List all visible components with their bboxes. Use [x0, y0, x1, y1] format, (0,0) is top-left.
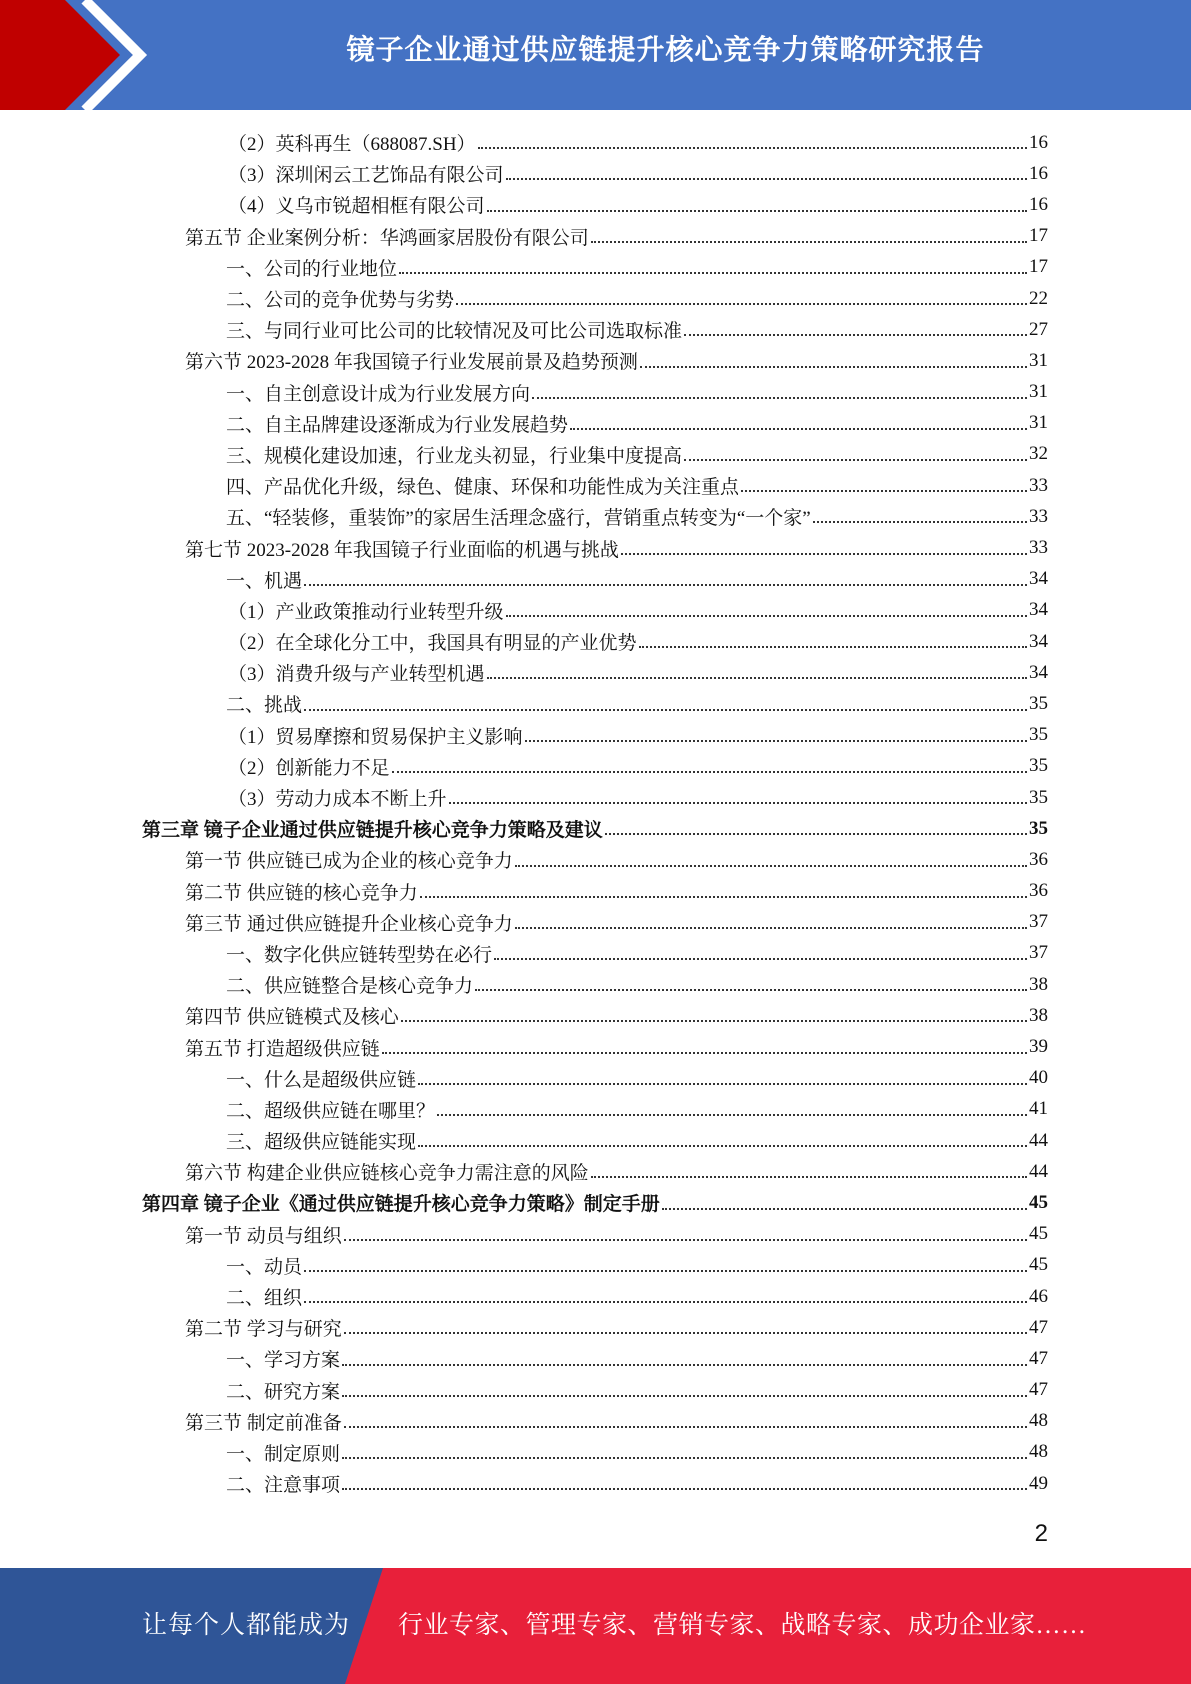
toc-entry-label: 第二节 学习与研究 — [185, 1319, 342, 1341]
toc-entry[interactable] — [0, 532, 1191, 563]
toc-dot-leader — [304, 1269, 1027, 1272]
toc-entry-page: 41 — [1029, 1098, 1048, 1120]
toc-entry-label: 一、制定原则 — [226, 1443, 341, 1465]
toc-entry-label: 三、与同行业可比公司的比较情况及可比公司选取标准 — [226, 321, 683, 343]
toc-dot-leader — [420, 895, 1027, 898]
toc-dot-leader — [639, 645, 1027, 648]
toc-entry[interactable] — [0, 1468, 1191, 1499]
toc-entry-page: 49 — [1029, 1472, 1048, 1494]
toc-entry-label: 二、挑战 — [226, 695, 303, 717]
toc-entry[interactable] — [0, 1187, 1191, 1218]
toc-entry-page: 16 — [1029, 131, 1048, 153]
toc-dot-leader — [304, 1300, 1027, 1303]
toc-entry-label: 一、什么是超级供应链 — [226, 1069, 417, 1091]
toc-dot-leader — [344, 1331, 1027, 1334]
toc-entry[interactable] — [0, 782, 1191, 813]
toc-dot-leader — [591, 1175, 1027, 1178]
toc-entry-page: 34 — [1029, 568, 1048, 590]
toc-entry[interactable] — [0, 844, 1191, 875]
toc-dot-leader — [456, 302, 1027, 305]
toc-dot-leader — [813, 520, 1027, 523]
header-arrow-decoration — [0, 0, 160, 110]
toc-entry-label: （2）在全球化分工中，我国具有明显的产业优势 — [228, 633, 637, 655]
toc-dot-leader — [342, 1456, 1027, 1459]
toc-entry-page: 16 — [1029, 193, 1048, 215]
toc-dot-leader — [525, 739, 1027, 742]
toc-entry[interactable] — [0, 1281, 1191, 1312]
toc-entry-label: 一、公司的行业地位 — [226, 258, 398, 280]
toc-entry-page: 35 — [1029, 755, 1048, 777]
toc-entry-label: 一、学习方案 — [226, 1350, 341, 1372]
toc-entry[interactable] — [0, 252, 1191, 283]
toc-entry[interactable] — [0, 751, 1191, 782]
toc-entry-label: （3）劳动力成本不断上升 — [228, 789, 447, 811]
toc-entry-label: （1）贸易摩擦和贸易保护主义影响 — [228, 726, 523, 748]
toc-entry-label: 二、公司的竞争优势与劣势 — [226, 290, 455, 312]
toc-entry[interactable] — [0, 1250, 1191, 1281]
toc-entry-label: 一、机遇 — [226, 570, 303, 592]
report-title: 镜子企业通过供应链提升核心竞争力策略研究报告 — [346, 33, 985, 66]
toc-entry-page: 45 — [1029, 1191, 1048, 1213]
toc-entry-page: 35 — [1029, 692, 1048, 714]
toc-entry-label: 第三节 通过供应链提升企业核心竞争力 — [185, 913, 513, 935]
toc-entry[interactable] — [0, 1375, 1191, 1406]
toc-entry-page: 31 — [1029, 349, 1048, 371]
toc-entry[interactable] — [0, 688, 1191, 719]
toc-dot-leader — [342, 1394, 1027, 1397]
table-of-contents — [0, 127, 1191, 1499]
toc-entry[interactable] — [0, 158, 1191, 189]
toc-entry[interactable] — [0, 813, 1191, 844]
toc-entry-label: 一、数字化供应链转型势在必行 — [226, 944, 493, 966]
toc-entry-label: 第四节 供应链模式及核心 — [185, 1007, 399, 1029]
toc-dot-leader — [494, 957, 1027, 960]
page-header — [0, 0, 1191, 110]
toc-entry-page: 37 — [1029, 911, 1048, 933]
toc-entry-page: 47 — [1029, 1316, 1048, 1338]
toc-entry-label: 二、研究方案 — [226, 1381, 341, 1403]
toc-dot-leader — [399, 271, 1027, 274]
toc-entry-page: 27 — [1029, 318, 1048, 340]
toc-entry-page: 33 — [1029, 537, 1048, 559]
toc-entry-label: 一、动员 — [226, 1256, 303, 1278]
toc-entry-label: 第五节 企业案例分析：华鸿画家居股份有限公司 — [185, 227, 589, 249]
toc-entry-label: 二、超级供应链在哪里？ — [226, 1100, 436, 1122]
toc-entry-page: 17 — [1029, 225, 1048, 247]
toc-entry[interactable] — [0, 1094, 1191, 1125]
toc-entry[interactable] — [0, 564, 1191, 595]
toc-dot-leader — [449, 801, 1027, 804]
toc-dot-leader — [515, 926, 1027, 929]
toc-entry-page: 33 — [1029, 505, 1048, 527]
toc-entry-page: 45 — [1029, 1223, 1048, 1245]
toc-entry-label: 第一节 动员与组织 — [185, 1225, 342, 1247]
toc-entry-page: 34 — [1029, 661, 1048, 683]
toc-entry[interactable] — [0, 1000, 1191, 1031]
toc-entry-label: 四、产品优化升级，绿色、健康、环保和功能性成为关注重点 — [226, 477, 740, 499]
toc-entry[interactable] — [0, 314, 1191, 345]
toc-entry-label: 二、自主品牌建设逐渐成为行业发展趋势 — [226, 414, 569, 436]
toc-entry[interactable] — [0, 1406, 1191, 1437]
toc-entry-label: 第六节 构建企业供应链核心竞争力需注意的风险 — [185, 1163, 589, 1185]
toc-entry-label: 第一节 供应链已成为企业的核心竞争力 — [185, 851, 513, 873]
toc-entry-page: 35 — [1029, 724, 1048, 746]
toc-entry[interactable] — [0, 1219, 1191, 1250]
toc-entry-page: 36 — [1029, 848, 1048, 870]
toc-dot-leader — [344, 1425, 1027, 1428]
toc-entry[interactable] — [0, 283, 1191, 314]
toc-entry-label: 第三节 制定前准备 — [185, 1412, 342, 1434]
toc-entry[interactable] — [0, 127, 1191, 158]
toc-entry[interactable] — [0, 1156, 1191, 1187]
toc-entry[interactable] — [0, 907, 1191, 938]
toc-dot-leader — [304, 583, 1027, 586]
toc-entry-page: 34 — [1029, 599, 1048, 621]
toc-dot-leader — [532, 396, 1027, 399]
toc-dot-leader — [382, 1051, 1027, 1054]
toc-entry-label: 三、规模化建设加速，行业龙头初显，行业集中度提高 — [226, 445, 683, 467]
toc-dot-leader — [418, 1144, 1027, 1147]
page-footer — [0, 1568, 1191, 1684]
toc-entry-page: 37 — [1029, 942, 1048, 964]
toc-entry-page: 31 — [1029, 412, 1048, 434]
toc-entry[interactable] — [0, 938, 1191, 969]
toc-dot-leader — [621, 552, 1027, 555]
toc-entry[interactable] — [0, 720, 1191, 751]
toc-dot-leader — [487, 209, 1027, 212]
toc-dot-leader — [591, 240, 1027, 243]
toc-entry[interactable] — [0, 1125, 1191, 1156]
toc-entry[interactable] — [0, 501, 1191, 532]
toc-entry-label: 二、组织 — [226, 1288, 303, 1310]
toc-entry-label: 五、“轻装修，重装饰”的家居生活理念盛行，营销重点转变为“一个家” — [226, 508, 811, 530]
footer-slogan-left: 让每个人都能成为 — [142, 1612, 351, 1639]
toc-entry[interactable] — [0, 408, 1191, 439]
toc-entry[interactable] — [0, 969, 1191, 1000]
toc-entry[interactable] — [0, 1063, 1191, 1094]
toc-dot-leader — [487, 676, 1027, 679]
toc-entry-page: 48 — [1029, 1441, 1048, 1463]
toc-entry-page: 32 — [1029, 443, 1048, 465]
toc-entry[interactable] — [0, 595, 1191, 626]
toc-entry-page: 47 — [1029, 1379, 1048, 1401]
toc-entry-label: 二、供应链整合是核心竞争力 — [226, 976, 474, 998]
toc-dot-leader — [741, 489, 1027, 492]
toc-entry-label: 第四章 镜子企业《通过供应链提升核心竞争力策略》制定手册 — [142, 1194, 660, 1216]
toc-entry-page: 40 — [1029, 1067, 1048, 1089]
toc-entry[interactable] — [0, 377, 1191, 408]
toc-entry[interactable] — [0, 1437, 1191, 1468]
toc-entry-label: 第五节 打造超级供应链 — [185, 1038, 380, 1060]
toc-entry-page: 31 — [1029, 381, 1048, 403]
footer-slogan-right: 行业专家、管理专家、营销专家、战略专家、成功企业家…… — [398, 1612, 1087, 1639]
toc-entry[interactable] — [0, 221, 1191, 252]
toc-entry-page: 48 — [1029, 1410, 1048, 1432]
toc-entry-label: 第三章 镜子企业通过供应链提升核心竞争力策略及建议 — [142, 820, 603, 842]
toc-entry-page: 35 — [1029, 786, 1048, 808]
toc-entry-page: 45 — [1029, 1254, 1048, 1276]
toc-dot-leader — [401, 1019, 1027, 1022]
toc-entry-page: 17 — [1029, 256, 1048, 278]
toc-dot-leader — [684, 458, 1027, 461]
page-number: 2 — [1034, 1520, 1048, 1547]
toc-entry-label: （4）义乌市锐超相框有限公司 — [228, 196, 485, 218]
toc-entry[interactable] — [0, 439, 1191, 470]
toc-entry-page: 22 — [1029, 287, 1048, 309]
toc-entry-page: 33 — [1029, 474, 1048, 496]
toc-entry-label: 一、自主创意设计成为行业发展方向 — [226, 383, 531, 405]
toc-entry-page: 47 — [1029, 1347, 1048, 1369]
toc-dot-leader — [342, 1363, 1027, 1366]
toc-entry-page: 44 — [1029, 1160, 1048, 1182]
toc-entry-page: 35 — [1029, 817, 1048, 839]
toc-entry-label: 第七节 2023-2028 年我国镜子行业面临的机遇与挑战 — [185, 539, 619, 561]
toc-dot-leader — [392, 770, 1027, 773]
toc-entry-page: 38 — [1029, 973, 1048, 995]
toc-dot-leader — [304, 708, 1027, 711]
toc-dot-leader — [478, 146, 1027, 149]
toc-dot-leader — [515, 864, 1027, 867]
toc-dot-leader — [684, 333, 1027, 336]
toc-dot-leader — [418, 1082, 1027, 1085]
toc-entry-label: （3）深圳闲云工艺饰品有限公司 — [228, 165, 504, 187]
toc-entry-page: 39 — [1029, 1036, 1048, 1058]
toc-dot-leader — [437, 1113, 1027, 1116]
toc-entry-page: 16 — [1029, 162, 1048, 184]
toc-entry-page: 34 — [1029, 630, 1048, 652]
toc-entry-label: 二、注意事项 — [226, 1475, 341, 1497]
toc-dot-leader — [662, 1207, 1027, 1210]
toc-entry-label: （2）英科再生（688087.SH） — [228, 134, 476, 156]
toc-dot-leader — [640, 365, 1027, 368]
toc-entry[interactable] — [0, 1343, 1191, 1374]
toc-entry[interactable] — [0, 876, 1191, 907]
toc-dot-leader — [605, 832, 1027, 835]
toc-entry[interactable] — [0, 657, 1191, 688]
toc-entry[interactable] — [0, 1312, 1191, 1343]
toc-entry-label: 三、超级供应链能实现 — [226, 1132, 417, 1154]
toc-entry-label: （1）产业政策推动行业转型升级 — [228, 601, 504, 623]
toc-entry-page: 38 — [1029, 1004, 1048, 1026]
toc-entry-label: 第六节 2023-2028 年我国镜子行业发展前景及趋势预测 — [185, 352, 638, 374]
toc-entry[interactable] — [0, 1031, 1191, 1062]
toc-dot-leader — [475, 988, 1027, 991]
toc-dot-leader — [342, 1487, 1027, 1490]
toc-dot-leader — [344, 1238, 1027, 1241]
toc-entry[interactable] — [0, 345, 1191, 376]
toc-dot-leader — [570, 427, 1027, 430]
toc-entry[interactable] — [0, 626, 1191, 657]
toc-entry[interactable] — [0, 189, 1191, 220]
toc-dot-leader — [506, 177, 1027, 180]
toc-dot-leader — [506, 614, 1027, 617]
toc-entry[interactable] — [0, 470, 1191, 501]
toc-entry-label: 第二节 供应链的核心竞争力 — [185, 882, 418, 904]
toc-entry-page: 46 — [1029, 1285, 1048, 1307]
toc-entry-label: （2）创新能力不足 — [228, 757, 390, 779]
toc-entry-label: （3）消费升级与产业转型机遇 — [228, 664, 485, 686]
toc-entry-page: 36 — [1029, 880, 1048, 902]
toc-entry-page: 44 — [1029, 1129, 1048, 1151]
